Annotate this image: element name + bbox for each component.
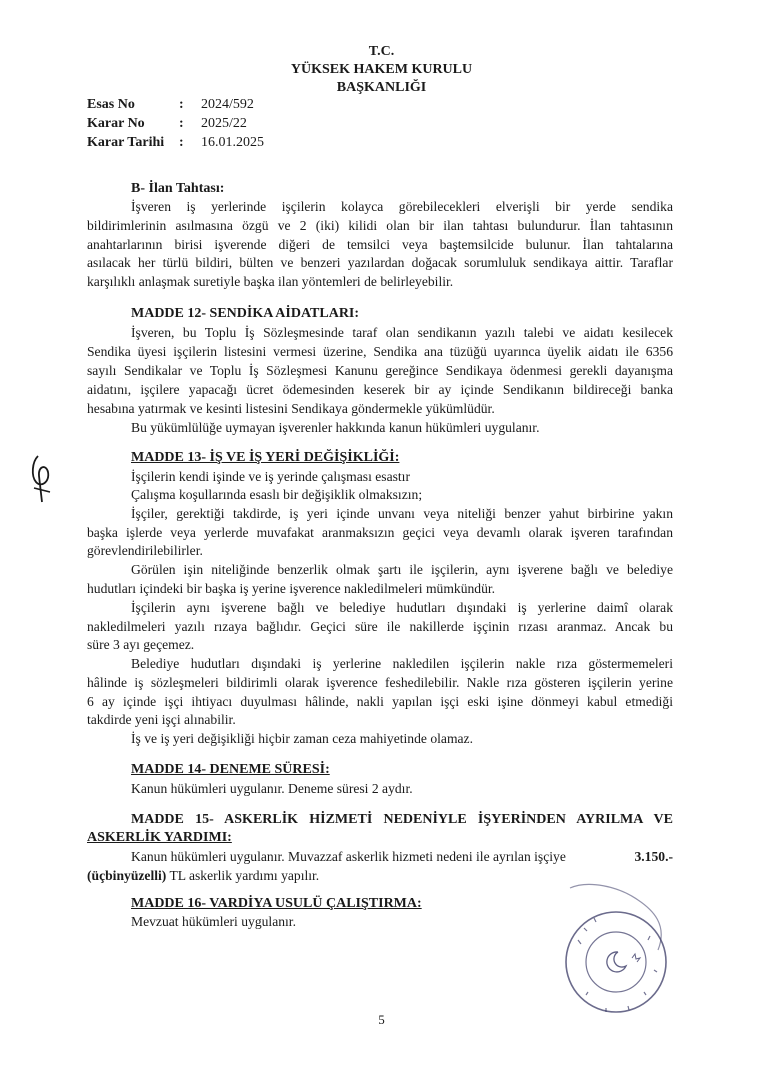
paragraph-line: Görülen işin niteliğinde benzerlik olmak şartı ile işçilerin, aynı işverene bağlı ve belediye (131, 562, 673, 577)
paragraph-line: İşveren, bu Toplu İş Sözleşmesinde taraf olan sendikanın yazılı talebi ve aidatı kesilecek (131, 325, 673, 340)
paragraph-line (131, 849, 673, 865)
meta-value: 16.01.2025 (201, 135, 264, 150)
paragraph-line: Sendika üyesi işçilerin listesini vermesi üzerine, Sendika ana tüzüğü uyarınca üyelik aidatı ile 6356 (87, 344, 673, 359)
paragraph-line (87, 868, 319, 884)
paragraph-line: takdirde yeni işçi alınabilir. (87, 712, 236, 727)
paragraph-line: nakledilmeleri yazılı rızaya bağlıdır. Geçici süre ile nakillerde işçinin rızası aranmaz. Ancak bu (87, 619, 673, 634)
paragraph-line: 6 ay içinde işçi ihtiyacı duyulması hâlinde, nakli yapılan işçi eski işine dönmeyi kabul etmediği (87, 694, 673, 709)
meta-label: Esas No (87, 97, 135, 112)
article-16-heading: MADDE 16- VARDİYA USULÜ ÇALIŞTIRMA: (131, 896, 422, 911)
paragraph-line: İşçilerin kendi işinde ve iş yerinde çalışması esastır (131, 469, 410, 484)
meta-label: Karar No (87, 116, 145, 131)
paragraph-line: asılacak her türlü bildiri, bülten ve benzeri yazılardan doğacak sorumluluk sendikaya aittir. Taraflar (87, 255, 673, 270)
paragraph-line: görevlendirilebilirler. (87, 543, 203, 558)
paragraph-line: Belediye hudutları dışındaki iş yerlerine nakledilen işçilerin nakle rıza göstermemeleri (131, 656, 673, 671)
page-number: 5 (378, 1012, 385, 1027)
amount-words: (üçbinyüzelli) (87, 868, 167, 883)
meta-karar-tarihi (87, 135, 264, 151)
article-12-heading: MADDE 12- SENDİKA AİDATLARI: (131, 306, 360, 321)
paragraph-line: aidatını, işçilere yapacağı ücret ödemesinden keserek bir ay içinde Sendikanın bildireceği banka (87, 382, 673, 397)
paragraph-line: hudutları içindeki bir başka iş yerine işverence nakledilmeleri mümkündür. (87, 581, 496, 596)
paragraph-line: karşılıklı anlaşmak suretiyle başka ilan yöntemleri de belirleyebilir. (87, 274, 454, 289)
paragraph-line: Mevzuat hükümleri uygulanır. (131, 914, 296, 929)
paragraph-line: İşçiler, gerektiği takdirde, iş yeri içinde unvanı veya niteliği benzer yahut birbirine yakın (131, 506, 673, 521)
paragraph-line: süre 3 ayı geçemez. (87, 637, 195, 652)
amount-number: 3.150.- (634, 849, 673, 864)
paragraph-line: Bu yükümlülüğe uymayan işverenler hakkında kanun hükümleri uygulanır. (131, 420, 540, 435)
meta-value: 2024/592 (201, 97, 254, 112)
paragraph-line: bildirimlerinin asılmasına özgü ve 2 (iki) kilidi olan bir ilan tahtası bulundurur. İlan tahtasının (87, 218, 673, 233)
meta-colon: : (179, 97, 184, 112)
meta-value: 2025/22 (201, 116, 247, 131)
meta-esas-no (87, 97, 254, 113)
header-tc: T.C. (368, 44, 395, 59)
paragraph-line: hesabına yatırmak ve kesinti listesini Sendikaya göndermekle yükümlüdür. (87, 401, 495, 416)
paragraph-line: hâlinde iş sözleşmeleri bildirimli olarak işverence feshedilebilir. Nakle rıza gösteren işçilerin yerine (87, 675, 673, 690)
paragraph-line: İş ve iş yeri değişikliği hiçbir zaman ceza mahiyetinde olamaz. (131, 731, 473, 746)
article-15-heading: MADDE 15- ASKERLİK HİZMETİ NEDENİYLE İŞYERİNDEN AYRILMA VE (131, 812, 673, 827)
paragraph-line: Kanun hükümleri uygulanır. Deneme süresi 2 aydır. (131, 781, 413, 796)
section-b-heading: B- İlan Tahtası: (131, 181, 225, 196)
meta-label: Karar Tarihi (87, 135, 165, 150)
amount-text: Kanun hükümleri uygulanır. Muvazzaf askerlik hizmeti nedeni ile ayrılan işçiye (131, 849, 566, 864)
meta-karar-no (87, 116, 247, 132)
paragraph-line: İşçilerin aynı işverene bağlı ve belediye hudutları dışındaki iş yerlerine daimî olarak (131, 600, 673, 615)
article-13-heading: MADDE 13- İŞ VE İŞ YERİ DEĞİŞİKLİĞİ: (131, 450, 400, 465)
amount-text-rest: TL askerlik yardımı yapılır. (166, 868, 320, 883)
article-15-heading-cont: ASKERLİK YARDIMI: (87, 830, 232, 845)
article-14-heading: MADDE 14- DENEME SÜRESİ: (131, 762, 330, 777)
paragraph-line: İşveren iş yerlerinde işçilerin kolayca görebilecekleri elverişli bir yerde sendika (131, 199, 673, 214)
handwritten-initial-mark (28, 452, 56, 509)
header-presidency: BAŞKANLIĞI (336, 80, 427, 95)
paragraph-line: sayılı Sendikalar ve Toplu İş Sözleşmesi Kanunu gereğince Sendikaya ödenmesi gerekli dayanışma (87, 363, 673, 378)
meta-colon: : (179, 116, 184, 131)
meta-colon: : (179, 135, 184, 150)
paragraph-line: anahtarlarının birisi işverende diğeri de temsilci veya baştemsilcide bulunur. İlan tahtalarına (87, 237, 673, 252)
paragraph-line: başka işlerde veya yerlerde muvafakat aranmaksızın geçici veya devamlı olarak işveren tarafından (87, 525, 673, 540)
header-institution: YÜKSEK HAKEM KURULU (290, 62, 473, 77)
paragraph-line: Çalışma koşullarında esaslı bir değişiklik olmaksızın; (131, 487, 423, 502)
